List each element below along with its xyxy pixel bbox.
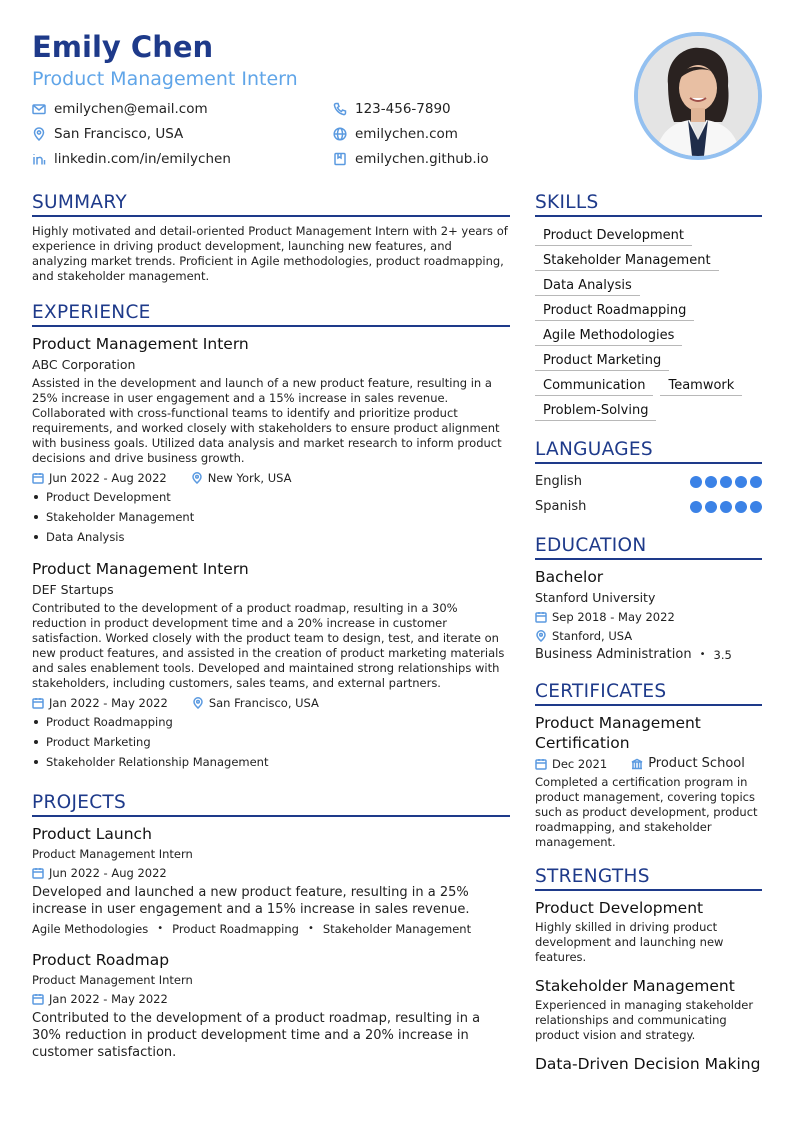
project-meta: Jan 2022 - May 2022	[32, 991, 510, 1007]
calendar-icon	[32, 697, 44, 709]
project-title: Product Launch	[32, 825, 152, 843]
summary-heading: SUMMARY	[32, 192, 510, 217]
summary-text: Highly motivated and detail-oriented Product Management Intern with 2+ years of experience in driving product development, launching new features, and analyzing market trends. Proficient in Agile methodologies, product roadmapping, and stakeholder management.	[32, 224, 508, 283]
experience-item	[32, 559, 510, 772]
company-name: ABC Corporation	[32, 357, 136, 372]
strength-title: Product Development	[535, 899, 704, 917]
education-dates: Sep 2018 - May 2022	[535, 609, 762, 625]
project-description: Contributed to the development of a product roadmap, resulting in a 30% reduction in product development time and a 20% increase in customer satisfaction.	[32, 1011, 481, 1060]
right-column	[535, 192, 762, 1074]
education-location: Stanford, USA	[535, 628, 762, 644]
level-dot	[690, 476, 702, 488]
job-meta: Jan 2022 - May 2022 San Francisco, USA	[32, 695, 510, 711]
field-of-study: Business Administration	[535, 647, 692, 662]
level-dot	[750, 501, 762, 513]
company-name: DEF Startups	[32, 582, 114, 597]
language-name: Spanish	[535, 499, 587, 514]
contact-email[interactable]: emilychen@email.com	[32, 101, 208, 117]
project-meta: Jun 2022 - Aug 2022	[32, 865, 510, 881]
skill-tag: Product Marketing	[535, 350, 669, 371]
education-heading: EDUCATION	[535, 535, 762, 560]
project-role: Product Management Intern	[32, 973, 193, 987]
contact-linkedin[interactable]: linkedin.com/in/emilychen	[32, 151, 231, 167]
level-dot	[735, 501, 747, 513]
calendar-icon	[535, 758, 547, 770]
calendar-icon	[32, 993, 44, 1005]
skills-heading: SKILLS	[535, 192, 762, 217]
language-level	[687, 476, 762, 488]
mail-icon	[32, 102, 46, 116]
list-item: Data Analysis	[32, 527, 510, 547]
level-dot	[735, 476, 747, 488]
certificate-meta: Dec 2021 Product School	[535, 756, 762, 772]
left-column	[32, 192, 510, 1061]
certificate-item	[535, 713, 762, 850]
projects-heading: PROJECTS	[32, 792, 510, 817]
linkedin-icon	[32, 152, 46, 166]
skill-tag: Problem-Solving	[535, 400, 656, 421]
list-item: Stakeholder Management	[32, 507, 510, 527]
skill-tag: Agile Methodologies	[535, 325, 682, 346]
strength-description: Experienced in managing stakeholder relationships and communicating product vision and strategy.	[535, 998, 754, 1042]
project-tag: Product Roadmapping	[172, 922, 299, 936]
job-bullets	[32, 487, 510, 547]
project-item	[32, 824, 510, 937]
project-description: Developed and launched a new product feature, resulting in a 25% increase in user engagement and a 15% increase in sales revenue.	[32, 885, 470, 917]
globe-icon	[333, 127, 347, 141]
strength-item	[535, 976, 762, 1043]
education-item	[535, 567, 762, 662]
list-item: Stakeholder Relationship Management	[32, 752, 510, 772]
language-row	[535, 469, 762, 494]
project-item	[32, 950, 510, 1061]
project-title: Product Roadmap	[32, 951, 170, 969]
project-tag: Stakeholder Management	[322, 922, 472, 936]
school-icon	[631, 758, 643, 770]
strength-title: Stakeholder Management	[535, 977, 735, 995]
job-description: Assisted in the development and launch of a new product feature, resulting in a 25% increase in user engagement and a 15% increase in sales revenue. Collaborated with cross-functional teams to identify and prioritize product requirements, and worked closely with stakeholders to ensure product alignment with business goals. Utilized data analysis and market research to inform product decisions and drive business growth.	[32, 376, 502, 465]
certificates-heading: CERTIFICATES	[535, 681, 762, 706]
job-title: Product Management Intern	[32, 335, 249, 353]
contact-github[interactable]: emilychen.github.io	[333, 151, 489, 167]
language-name: English	[535, 474, 582, 489]
calendar-icon	[32, 472, 44, 484]
strength-description: Highly skilled in driving product development and launching new features.	[535, 920, 724, 964]
education-field-row: Business Administration • 3.5	[535, 647, 732, 662]
job-description: Contributed to the development of a product roadmap, resulting in a 30% reduction in product development time and a 20% increase in customer satisfaction. Worked closely with the product team to design, test, and iterate on new product features, and assisted in the creation of product marketing materials and sales enablement tools. Developed and maintained strong relationships with stakeholders, including customers, sales teams, and external partners.	[32, 601, 505, 690]
experience-item	[32, 334, 510, 547]
job-title: Product Management Intern	[32, 560, 249, 578]
profile-photo	[634, 32, 762, 160]
skill-tag: Product Development	[535, 225, 692, 246]
contact-location: San Francisco, USA	[32, 126, 183, 142]
list-item: Product Development	[32, 487, 510, 507]
language-level	[687, 501, 762, 513]
calendar-icon	[32, 867, 44, 879]
project-tags: Agile Methodologies • Product Roadmapping • Stakeholder Management	[32, 922, 472, 936]
strengths-heading: STRENGTHS	[535, 866, 762, 891]
language-row	[535, 494, 762, 519]
strength-title: Data-Driven Decision Making	[535, 1055, 761, 1073]
skill-tag: Stakeholder Management	[535, 250, 719, 271]
candidate-name: Emily Chen	[32, 30, 214, 64]
location-icon	[32, 127, 46, 141]
experience-heading: EXPERIENCE	[32, 302, 510, 327]
contact-phone[interactable]: 123-456-7890	[333, 101, 451, 117]
level-dot	[750, 476, 762, 488]
location-icon	[535, 630, 547, 642]
strength-item	[535, 898, 762, 965]
location-icon	[192, 697, 204, 709]
project-tag: Agile Methodologies	[32, 922, 149, 936]
list-item: Product Roadmapping	[32, 712, 510, 732]
certificate-description: Completed a certification program in product management, covering topics such as product development, product roadmapping, and stakeholder management.	[535, 775, 758, 849]
skill-tag: Data Analysis	[535, 275, 640, 296]
location-icon	[191, 472, 203, 484]
calendar-icon	[535, 611, 547, 623]
skill-tag: Product Roadmapping	[535, 300, 694, 321]
skills-list	[535, 225, 762, 425]
github-icon	[333, 152, 347, 166]
job-bullets	[32, 712, 510, 772]
languages-heading: LANGUAGES	[535, 439, 762, 464]
skill-tag: Teamwork	[660, 375, 742, 396]
school-name: Stanford University	[535, 590, 656, 605]
level-dot	[720, 476, 732, 488]
certificate-name: Product Management Certification	[535, 714, 701, 752]
level-dot	[720, 501, 732, 513]
job-meta: Jun 2022 - Aug 2022 New York, USA	[32, 470, 510, 486]
degree: Bachelor	[535, 568, 604, 586]
gpa: 3.5	[713, 647, 732, 662]
skill-tag: Communication	[535, 375, 653, 396]
candidate-role: Product Management Intern	[32, 68, 298, 90]
level-dot	[690, 501, 702, 513]
level-dot	[705, 476, 717, 488]
project-role: Product Management Intern	[32, 847, 193, 861]
contact-website[interactable]: emilychen.com	[333, 126, 458, 142]
level-dot	[705, 501, 717, 513]
languages-list	[535, 469, 762, 519]
list-item: Product Marketing	[32, 732, 510, 752]
strength-item	[535, 1054, 762, 1074]
phone-icon	[333, 102, 347, 116]
